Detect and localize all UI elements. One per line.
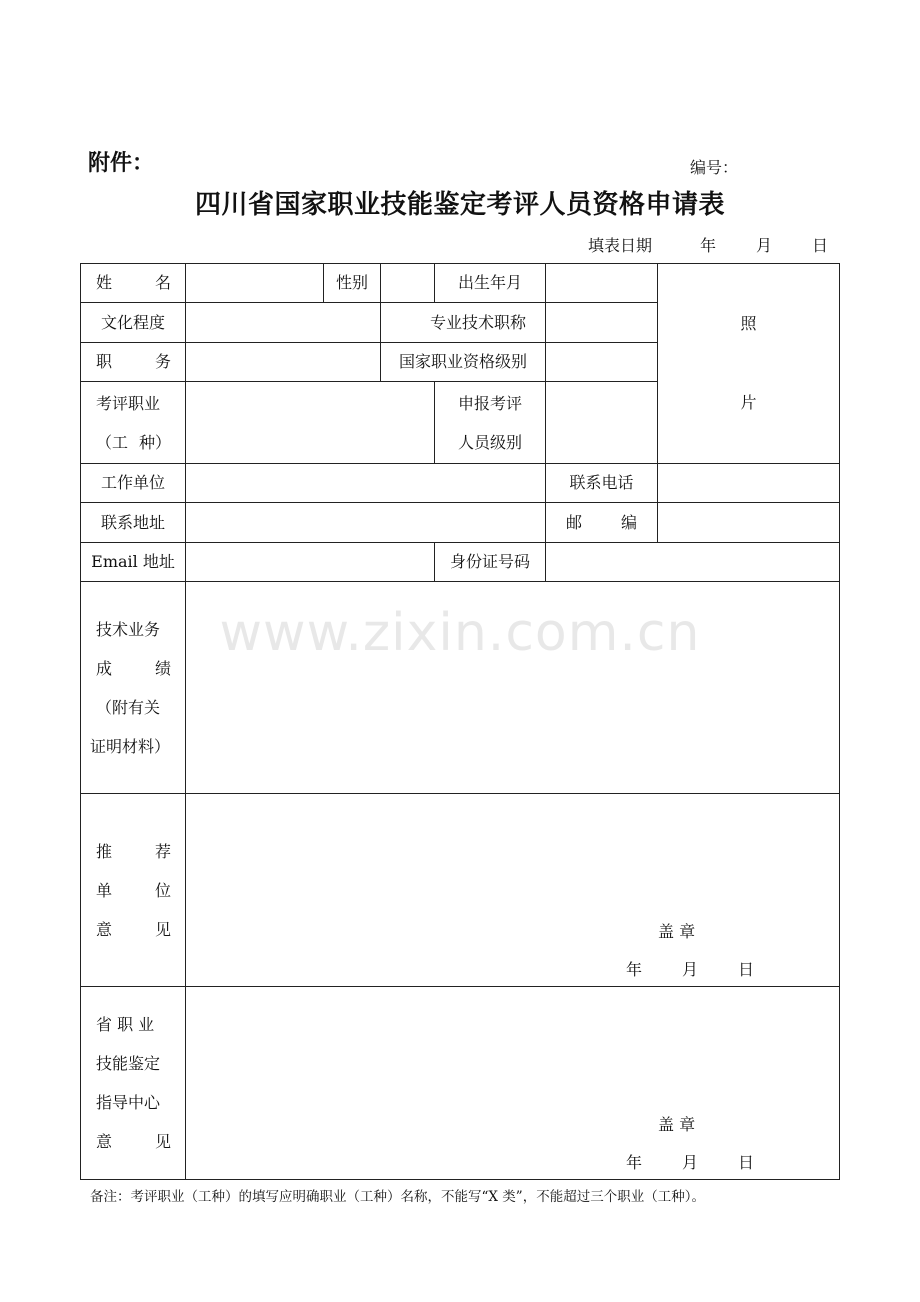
application-form-table (80, 263, 840, 1180)
photo-label-2: 片 (740, 393, 757, 412)
photo-box[interactable] (658, 264, 840, 464)
education-field[interactable] (186, 303, 381, 343)
birth-label: 出生年月 (435, 264, 546, 303)
workplace-field[interactable] (186, 464, 546, 503)
id-number-field[interactable] (546, 543, 840, 582)
recommend-label: 推 荐 单 位 意 见 (81, 794, 186, 987)
watermark: www.zixin.com.cn (219, 603, 701, 663)
recommend-date: 年 月 日 (626, 960, 755, 979)
attachment-label: 附件： (88, 151, 155, 176)
fill-date (588, 233, 828, 256)
email-field[interactable] (186, 543, 435, 582)
postcode-field[interactable] (658, 503, 840, 543)
id-number-label: 身份证号码 (435, 543, 546, 582)
position-label-cell: 职 务 (81, 343, 186, 382)
position-field[interactable] (186, 343, 381, 382)
postcode-label-cell: 邮 编 (546, 503, 658, 543)
birth-field[interactable] (546, 264, 658, 303)
name-label-cell: 姓 名 (81, 264, 186, 303)
center-seal-label: 盖 章 (658, 1115, 696, 1134)
email-label: Email 地址 (81, 543, 186, 582)
exam-occupation-label: 考评职业 （工 种） (81, 382, 186, 464)
phone-label: 联系电话 (546, 464, 658, 503)
footer-note: 备注：考评职业（工种）的填写应明确职业（工种）名称，不能写“X 类”，不能超过三个职业（工种）。 (90, 1189, 705, 1205)
achievement-field[interactable] (186, 582, 840, 794)
address-field[interactable] (186, 503, 546, 543)
national-level-label: 国家职业资格级别 (381, 343, 546, 382)
fill-date-day: 日 (812, 236, 829, 255)
fill-date-year: 年 (700, 236, 717, 255)
center-date: 年 月 日 (626, 1153, 755, 1172)
phone-field[interactable] (658, 464, 840, 503)
center-opinion-field[interactable] (186, 987, 840, 1180)
apply-level-label: 申报考评 人员级别 (435, 382, 546, 464)
apply-level-field[interactable] (546, 382, 658, 464)
tech-title-label: 专业技术职称 (381, 303, 546, 343)
address-label: 联系地址 (81, 503, 186, 543)
exam-occupation-field[interactable] (186, 382, 435, 464)
tech-title-field[interactable] (546, 303, 658, 343)
form-title: 四川省国家职业技能鉴定考评人员资格申请表 (194, 190, 725, 220)
gender-field[interactable] (381, 264, 435, 303)
fill-date-month: 月 (756, 236, 773, 255)
national-level-field[interactable] (546, 343, 658, 382)
gender-label: 性别 (324, 264, 381, 303)
education-label: 文化程度 (81, 303, 186, 343)
recommend-seal-label: 盖 章 (658, 922, 696, 941)
serial-number-label: 编号： (690, 158, 739, 177)
recommend-opinion-field[interactable] (186, 794, 840, 987)
achievement-label: 技术业务 成 绩 （附有关 证明材料） (81, 582, 186, 794)
name-field[interactable] (186, 264, 324, 303)
center-opinion-label: 省 职 业 技能鉴定 指导中心 意 见 (81, 987, 186, 1180)
fill-date-label: 填表日期 (588, 236, 653, 255)
photo-label-1: 照 (740, 314, 757, 333)
workplace-label: 工作单位 (81, 464, 186, 503)
